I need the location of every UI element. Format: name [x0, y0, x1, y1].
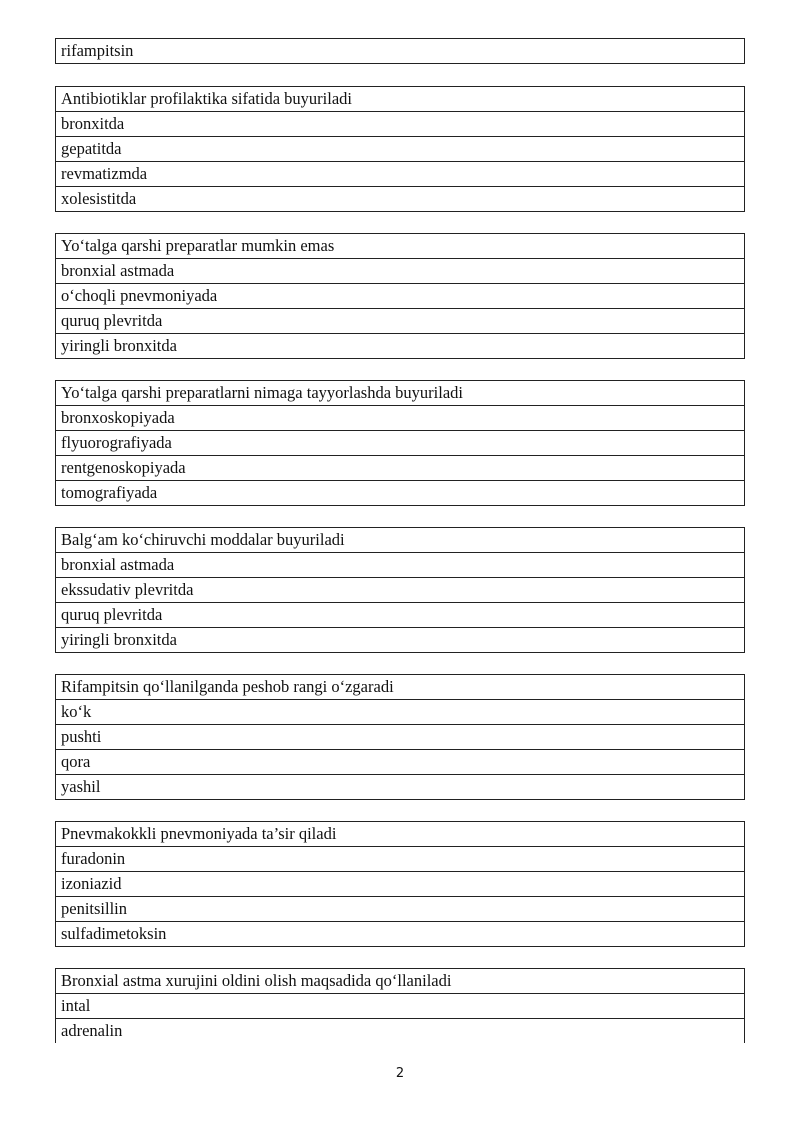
- question-block: [55, 968, 745, 1043]
- question-text: Yo‘talga qarshi preparatlarni nimaga tayyorlashda buyuriladi: [56, 381, 744, 406]
- question-text: Balg‘am ko‘chiruvchi moddalar buyuriladi: [56, 528, 744, 553]
- option-row: rifampitsin: [61, 41, 134, 60]
- option-row: bronxial astmada: [56, 553, 744, 578]
- option-row: ko‘k: [56, 700, 744, 725]
- question-text: Pnevmakokkli pnevmoniyada ta’sir qiladi: [56, 822, 744, 847]
- question-block-previous: [55, 38, 745, 64]
- question-block: [55, 86, 745, 212]
- question-block: [55, 380, 745, 506]
- option-row: izoniazid: [56, 872, 744, 897]
- option-row: pushti: [56, 725, 744, 750]
- option-row: quruq plevritda: [56, 603, 744, 628]
- option-row: xolesistitda: [61, 189, 137, 208]
- option-row: revmatizmda: [56, 162, 744, 187]
- option-row: yiringli bronxitda: [61, 336, 177, 355]
- option-row: o‘choqli pnevmoniyada: [56, 284, 744, 309]
- option-row: bronxoskopiyada: [56, 406, 744, 431]
- question-text: Rifampitsin qo‘llanilganda peshob rangi o‘zgaradi: [56, 675, 744, 700]
- option-row: furadonin: [56, 847, 744, 872]
- option-row: bronxial astmada: [56, 259, 744, 284]
- option-row: tomografiyada: [61, 483, 158, 502]
- question-block: [55, 527, 745, 653]
- option-row: quruq plevritda: [56, 309, 744, 334]
- question-text: Bronxial astma xurujini oldini olish maqsadida qo‘llaniladi: [56, 969, 744, 994]
- option-row: gepatitda: [56, 137, 744, 162]
- option-row: sulfadimetoksin: [61, 924, 167, 943]
- question-block: [55, 674, 745, 800]
- question-text: Antibiotiklar profilaktika sifatida buyuriladi: [56, 87, 744, 112]
- option-row: intal: [56, 994, 744, 1019]
- question-text: Yo‘talga qarshi preparatlar mumkin emas: [56, 234, 744, 259]
- option-row: rentgenoskopiyada: [56, 456, 744, 481]
- page-number: 2: [395, 1066, 405, 1081]
- option-row: qora: [56, 750, 744, 775]
- option-row: yiringli bronxitda: [61, 630, 177, 649]
- option-row: ekssudativ plevritda: [56, 578, 744, 603]
- option-row: yashil: [61, 777, 101, 796]
- option-row: bronxitda: [56, 112, 744, 137]
- option-row: penitsillin: [56, 897, 744, 922]
- question-block: [55, 821, 745, 947]
- option-row: adrenalin: [61, 1021, 123, 1040]
- option-row: flyuorografiyada: [56, 431, 744, 456]
- question-block: [55, 233, 745, 359]
